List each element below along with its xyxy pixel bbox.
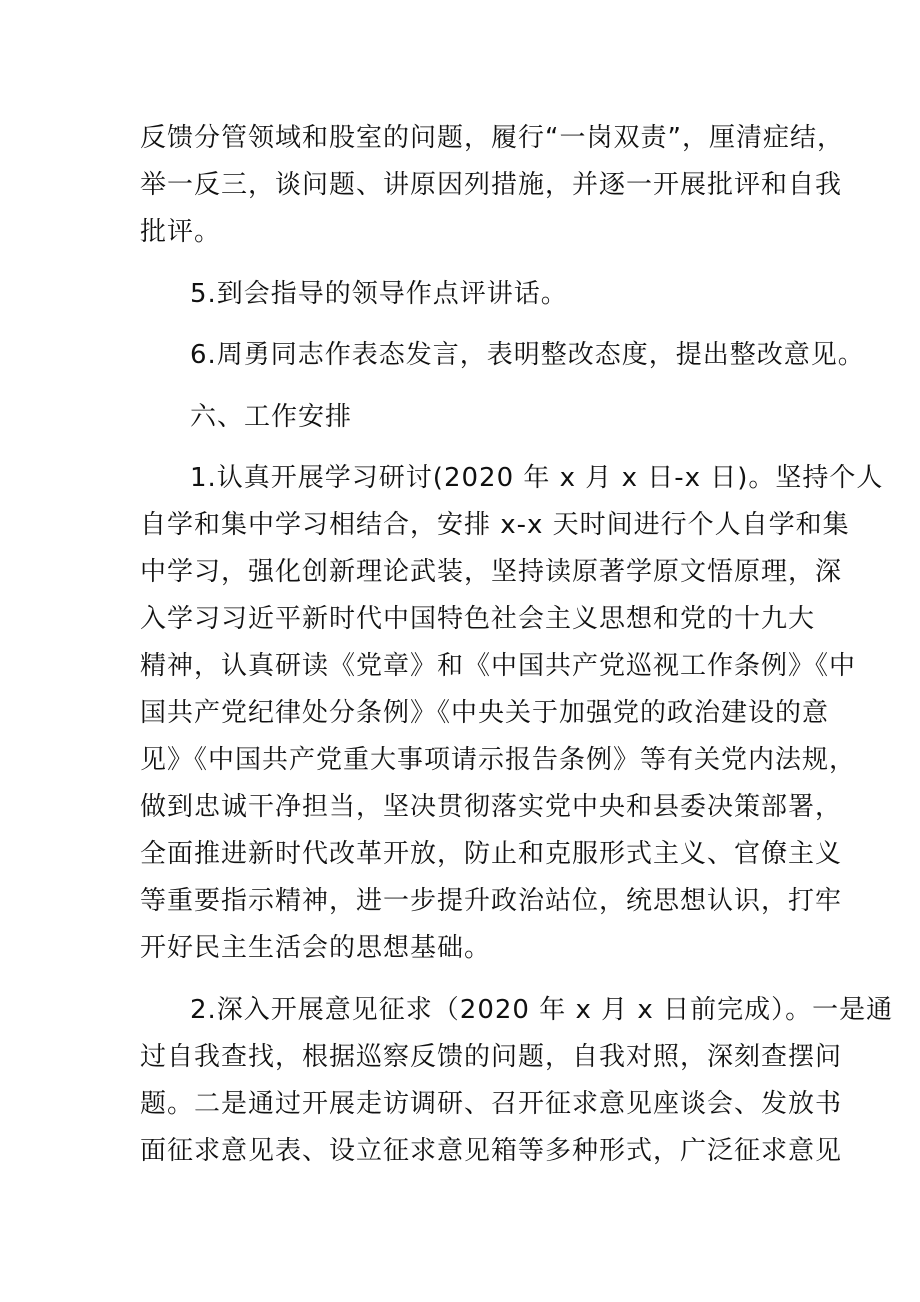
paragraph-line: 全面推进新时代改革开放，防止和克服形式主义、官僚主义 bbox=[140, 839, 843, 869]
paragraph-line: 入学习习近平新时代中国特色社会主义思想和党的十九大 bbox=[140, 604, 816, 634]
paragraph-line: 做到忠诚干净担当，坚决贯彻落实党中央和县委决策部署， bbox=[140, 792, 843, 822]
section-heading: 六、工作安排 bbox=[190, 402, 353, 432]
paragraph-line: 举一反三，谈问题、讲原因列措施，并逐一开展批评和自我 bbox=[140, 170, 843, 200]
paragraph-line: 自学和集中学习相结合，安排 x-x 天时间进行个人自学和集 bbox=[140, 510, 850, 540]
paragraph-line: 题。二是通过开展走访调研、召开征求意见座谈会、发放书 bbox=[140, 1089, 843, 1119]
paragraph-line: 开好民主生活会的思想基础。 bbox=[140, 933, 492, 963]
paragraph-line: 面征求意见表、设立征求意见箱等多种形式，广泛征求意见 bbox=[140, 1136, 843, 1166]
paragraph-line: 批评。 bbox=[140, 217, 222, 247]
paragraph-line: 见》《中国共产党重大事项请示报告条例》等有关党内法规， bbox=[140, 745, 857, 775]
paragraph-line: 2.深入开展意见征求（2020 年 x 月 x 日前完成）。一是通 bbox=[190, 995, 894, 1025]
paragraph-line: 精神，认真研读《党章》和《中国共产党巡视工作条例》《中 bbox=[140, 651, 857, 681]
paragraph-line: 中学习，强化创新理论武装，坚持读原著学原文悟原理，深 bbox=[140, 557, 843, 587]
paragraph-line: 国共产党纪律处分条例》《中央关于加强党的政治建设的意 bbox=[140, 698, 830, 728]
paragraph-line: 过自我查找，根据巡察反馈的问题，自我对照，深刻查摆问 bbox=[140, 1042, 843, 1072]
paragraph-line: 等重要指示精神，进一步提升政治站位，统思想认识，打牢 bbox=[140, 886, 843, 916]
paragraph-line: 1.认真开展学习研讨(2020 年 x 月 x 日-x 日)。坚持个人 bbox=[190, 463, 884, 493]
paragraph-line: 反馈分管领域和股室的问题，履行“一岗双责”，厘清症结， bbox=[140, 123, 844, 153]
list-item-6: 6.周勇同志作表态发言，表明整改态度，提出整改意见。 bbox=[190, 340, 865, 370]
list-item-5: 5.到会指导的领导作点评讲话。 bbox=[190, 279, 568, 309]
